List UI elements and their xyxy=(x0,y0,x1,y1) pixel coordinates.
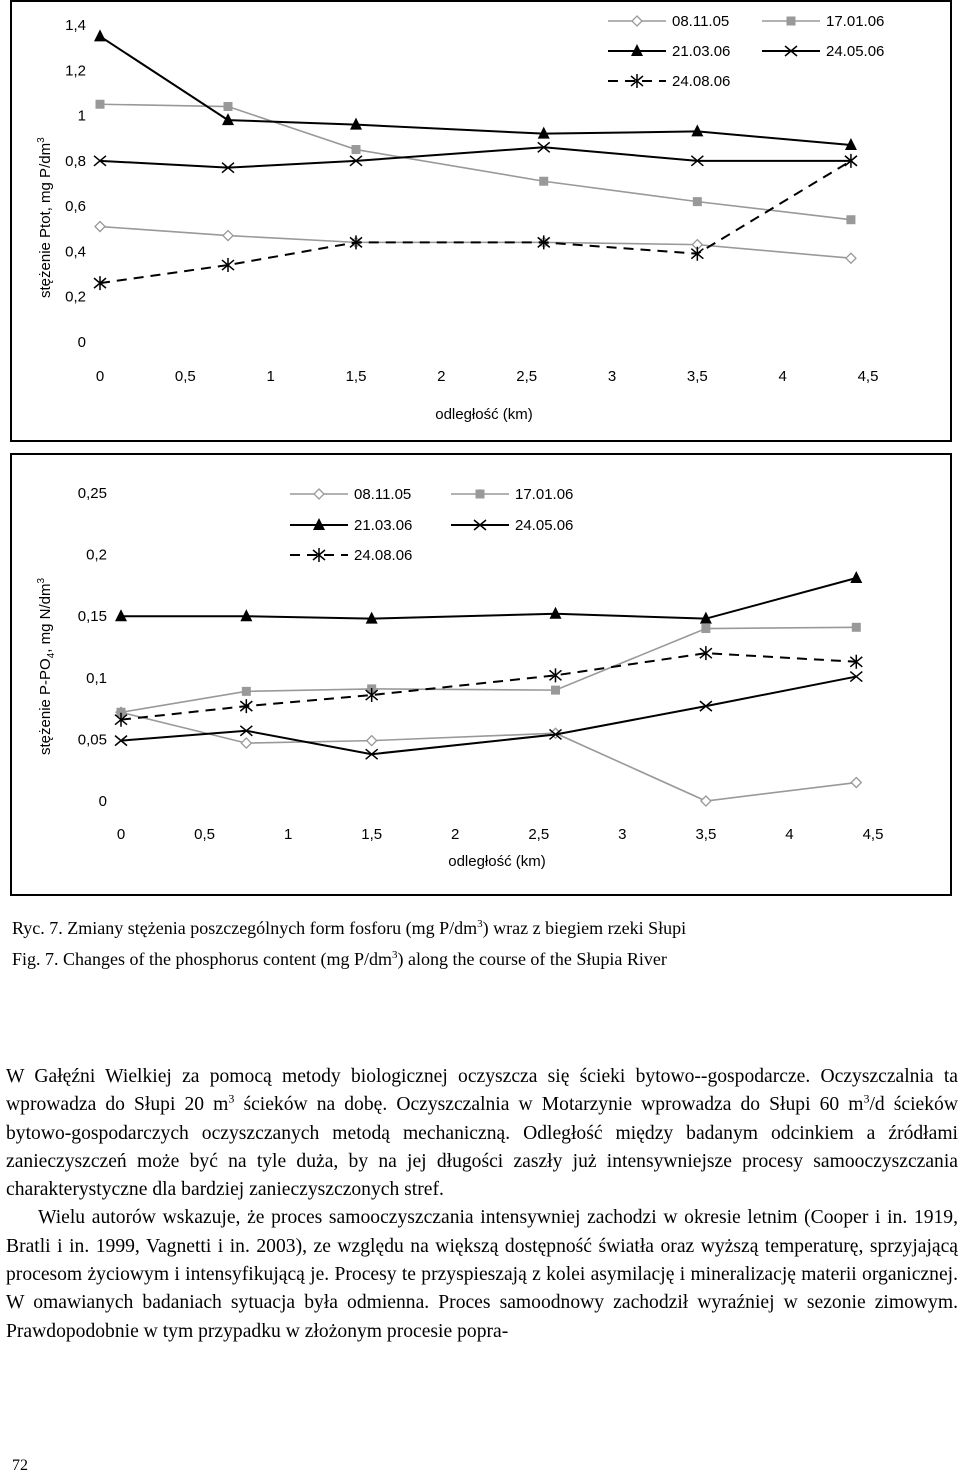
series-line xyxy=(100,104,851,219)
legend-label: 24.05.06 xyxy=(515,517,574,534)
marker-diamond-open xyxy=(241,738,251,748)
y-tick-label: 0,2 xyxy=(65,288,86,306)
marker-square xyxy=(352,145,361,154)
x-tick-label: 2 xyxy=(451,826,460,843)
figure-caption-en: Fig. 7. Changes of the phosphorus content (mg $P/dm^3$) along the course of the Słupia River xyxy=(12,949,667,969)
chart-ppo4 xyxy=(10,453,952,896)
marker-square xyxy=(701,624,710,633)
legend-label: 17.01.06 xyxy=(515,486,574,503)
y-tick-label: 1 xyxy=(77,107,86,125)
x-tick-label: 0,5 xyxy=(194,826,215,843)
x-tick-label: 2 xyxy=(437,368,446,385)
y-tick-label: 0 xyxy=(77,334,86,351)
x-tick-label: 3 xyxy=(607,368,617,385)
legend xyxy=(290,486,573,564)
legend-label: 08.11.05 xyxy=(354,486,412,503)
series-21.03.06 xyxy=(94,29,857,150)
x-tick-label: 4 xyxy=(785,826,794,843)
series-line xyxy=(121,677,856,755)
legend-item xyxy=(608,73,730,90)
y-tick-label: 1,2 xyxy=(65,62,86,80)
series-line xyxy=(100,161,851,283)
y-tick-label: 1,4 xyxy=(65,17,86,34)
legend-item xyxy=(762,43,884,60)
x-tick-label: 4 xyxy=(778,368,787,385)
marker-diamond-open xyxy=(223,231,233,241)
x-tick-label: 1 xyxy=(283,826,293,843)
x-tick-label: 4,5 xyxy=(862,826,884,843)
legend-label: 17.01.06 xyxy=(826,13,885,30)
marker-diamond-open xyxy=(851,778,861,788)
y-tick-label: 0,8 xyxy=(65,152,86,170)
y-tick-label: 0 xyxy=(98,793,107,810)
x-tick-label: 0 xyxy=(116,826,126,843)
legend-label: 21.03.06 xyxy=(672,43,731,60)
chart-ppo4-svg xyxy=(12,455,954,898)
legend-label: 08.11.05 xyxy=(672,13,730,30)
series-17.01.06 xyxy=(96,100,856,224)
legend-item xyxy=(290,517,412,534)
y-tick-label: 0,05 xyxy=(77,731,107,749)
x-tick-label: 2,5 xyxy=(516,368,538,385)
paragraph: W Gałęźni Wielkiej za pomocą metody biologicznej oczyszcza się ścieki bytowo--gospodarcze. Oczyszczalnia ta wprowadza do Słupi 20 $m^3$ ścieków na dobę. Oczyszczalnia w Motarzynie wprowadza do Słupi 60 $m^3/d$ ścieków bytowo-gospodarczych oczyszczanych metodą mechaniczną. Odległość między badanym odcinkiem a źródłami zanieczyszczeń może być na tyle duża, by na jej długości zaszły już intensywniejsze procesy samooczyszczania charakterystyczne dla bardziej zanieczyszczonych stref. xyxy=(6,1066,958,1201)
marker-square xyxy=(539,177,548,186)
marker-square xyxy=(96,100,105,109)
series-21.03.06 xyxy=(115,571,862,624)
marker-diamond-open xyxy=(632,16,642,26)
legend-item xyxy=(290,486,411,503)
x-tick-label: 3,5 xyxy=(695,826,717,843)
x-tick-label: 0,5 xyxy=(174,368,196,385)
x-axis-label: odległość (km) xyxy=(435,406,533,423)
marker-diamond-open xyxy=(846,253,856,263)
y-axis-label: stężenie Ptot, mg $P/dm^3$ xyxy=(36,137,54,298)
x-tick-label: 1,5 xyxy=(361,826,383,843)
series-line xyxy=(121,712,856,801)
body-text xyxy=(6,1063,958,1346)
marker-triangle xyxy=(850,571,862,583)
legend-item xyxy=(608,13,729,30)
legend-item xyxy=(451,486,573,503)
marker-triangle xyxy=(549,607,561,619)
series-line xyxy=(121,653,856,720)
marker-diamond-open xyxy=(95,222,105,232)
figure-caption-pl: Ryc. 7. Zmiany stężenia poszczególnych form fosforu (mg $P/dm^3$) wraz z biegiem rzeki Słupi xyxy=(12,918,687,938)
x-tick-label: 2,5 xyxy=(528,826,550,843)
legend xyxy=(608,13,884,90)
series-line xyxy=(121,578,856,619)
y-tick-label: 0,4 xyxy=(65,243,86,261)
marker-square xyxy=(242,687,251,696)
marker-square xyxy=(224,102,233,111)
legend-label: 24.08.06 xyxy=(354,547,413,564)
marker-square xyxy=(787,17,796,26)
y-axis-label: stężenie $P-PO_4$, mg $N/dm^3$ xyxy=(36,577,57,755)
x-tick-label: 1,5 xyxy=(345,368,367,385)
x-axis-label: odległość (km) xyxy=(448,853,546,870)
y-tick-label: 0,2 xyxy=(86,546,107,564)
marker-square xyxy=(852,623,861,632)
legend-item xyxy=(608,43,730,60)
marker-square xyxy=(846,215,855,224)
y-tick-label: 0,1 xyxy=(86,669,107,687)
x-tick-label: 4,5 xyxy=(857,368,879,385)
marker-square xyxy=(551,686,560,695)
marker-diamond-open xyxy=(314,489,324,499)
series-24.08.06 xyxy=(94,154,857,290)
chart-ptot xyxy=(10,0,952,442)
series-line xyxy=(121,627,856,712)
legend-item xyxy=(762,13,884,30)
y-tick-label: 0,15 xyxy=(77,608,107,626)
page-number: 72 xyxy=(12,1457,28,1474)
series-24.05.06 xyxy=(94,142,857,172)
series-line xyxy=(100,147,851,167)
series-24.08.06 xyxy=(115,646,862,727)
legend-item xyxy=(451,517,573,534)
marker-diamond-open xyxy=(367,736,377,746)
x-tick-label: 0 xyxy=(95,368,105,385)
legend-label: 24.05.06 xyxy=(826,43,885,60)
series-24.05.06 xyxy=(115,672,862,760)
legend-item xyxy=(290,547,412,564)
legend-label: 24.08.06 xyxy=(672,73,731,90)
marker-triangle xyxy=(94,29,106,41)
x-tick-label: 1 xyxy=(266,368,275,385)
y-tick-label: 0,6 xyxy=(65,198,86,216)
series-17.01.06 xyxy=(117,623,861,717)
marker-triangle xyxy=(691,124,703,136)
y-tick-label: 0,25 xyxy=(77,485,107,502)
chart-ptot-svg xyxy=(12,2,954,444)
legend-label: 21.03.06 xyxy=(354,517,413,534)
marker-square xyxy=(476,490,485,499)
marker-diamond-open xyxy=(701,796,711,806)
series-08.11.05 xyxy=(116,707,861,806)
paragraph: Wielu autorów wskazuje, że proces samooczyszczania intensywniej zachodzi w okresie letnim (Cooper i in. 1919, Bratli i in. 1999, Vagnetti i in. 2003), ze względu na większą dostępność światła oraz wyższą temperaturę, sprzyjającą procesom życiowym i intensyfikującą je. Procesy te przyspieszają z kolei asymilację i mineralizację materii organicznej. W omawianych badaniach sytuacja była odmienna. Proces samoodnowy zachodził wyraźniej w sezonie zimowym. Prawdopodobnie w tym przypadku w złożonym procesie popra- xyxy=(6,1207,958,1342)
x-tick-label: 3 xyxy=(618,826,627,843)
marker-square xyxy=(693,197,702,206)
series-line xyxy=(100,36,851,145)
marker-triangle xyxy=(222,113,234,125)
x-tick-label: 3,5 xyxy=(686,368,708,385)
